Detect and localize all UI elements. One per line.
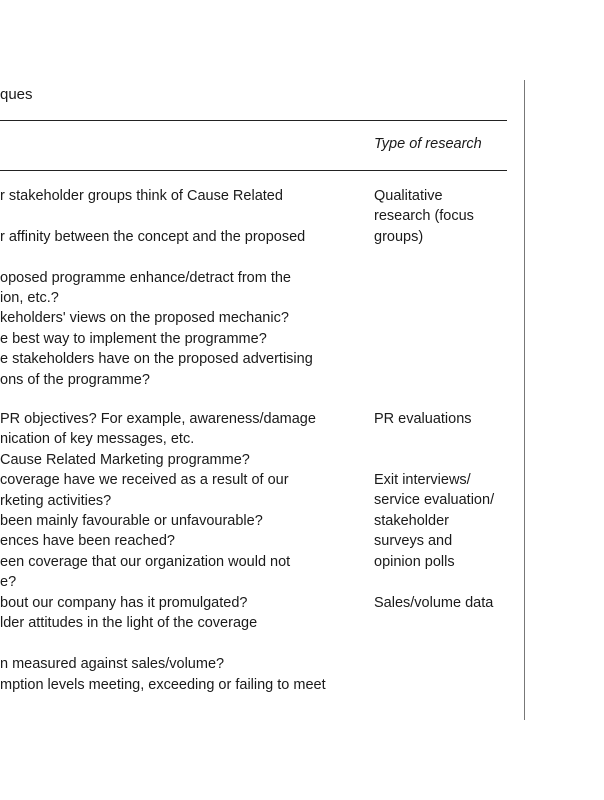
question-line: PR objectives? For example, awareness/damage <box>0 411 316 427</box>
question-line: nication of key messages, etc. <box>0 431 195 448</box>
row-1-type <box>374 186 474 247</box>
question-line: e best way to implement the programme? <box>0 330 267 347</box>
question-line: ons of the programme? <box>0 371 150 388</box>
question-line: lder attitudes in the light of the coverage <box>0 615 258 632</box>
question-line: been mainly favourable or unfavourable? <box>0 512 263 529</box>
row-2-questions <box>0 409 316 593</box>
row-2-type-pr <box>374 409 472 429</box>
row-3-questions <box>0 593 326 695</box>
table-caption: ques <box>0 86 33 103</box>
question-line <box>0 634 326 654</box>
type-line: service evaluation/ <box>374 492 495 509</box>
question-line: e? <box>0 574 17 591</box>
row-1-questions <box>0 186 313 390</box>
question-line: oposed programme enhance/detract from the <box>0 269 291 286</box>
question-line: r stakeholder groups think of Cause Related <box>0 188 283 204</box>
type-line: opinion polls <box>374 553 455 570</box>
type-line: surveys and <box>374 533 453 550</box>
question-line <box>0 247 313 267</box>
question-line: r affinity between the concept and the proposed <box>0 228 306 245</box>
question-line: een coverage that our organization would not <box>0 553 291 570</box>
page-margin-line <box>524 80 525 720</box>
question-line: e stakeholders have on the proposed advertising <box>0 351 313 368</box>
table-header-rule <box>0 170 507 171</box>
question-line: coverage have we received as a result of our <box>0 472 289 489</box>
question-line <box>0 206 313 226</box>
question-line: ion, etc.? <box>0 289 59 306</box>
row-2-type-surveys <box>374 470 494 572</box>
type-line: Qualitative <box>374 188 443 204</box>
question-line: rketing activities? <box>0 492 112 509</box>
type-line: PR evaluations <box>374 411 472 427</box>
question-line: keholders' views on the proposed mechanic? <box>0 310 289 327</box>
question-line: Cause Related Marketing programme? <box>0 451 250 468</box>
question-line: ences have been reached? <box>0 533 175 550</box>
question-line: n measured against sales/volume? <box>0 656 225 673</box>
question-line: mption levels meeting, exceeding or failing to meet <box>0 676 326 693</box>
row-3-type <box>374 593 493 613</box>
type-line: Sales/volume data <box>374 595 494 611</box>
type-line: research (focus <box>374 208 474 225</box>
type-line: stakeholder <box>374 512 449 529</box>
type-line: Exit interviews/ <box>374 472 471 488</box>
column-header-type-of-research: Type of research <box>374 136 482 152</box>
question-line: bout our company has it promulgated? <box>0 595 248 611</box>
table-top-rule <box>0 120 507 121</box>
type-line: groups) <box>374 228 424 245</box>
